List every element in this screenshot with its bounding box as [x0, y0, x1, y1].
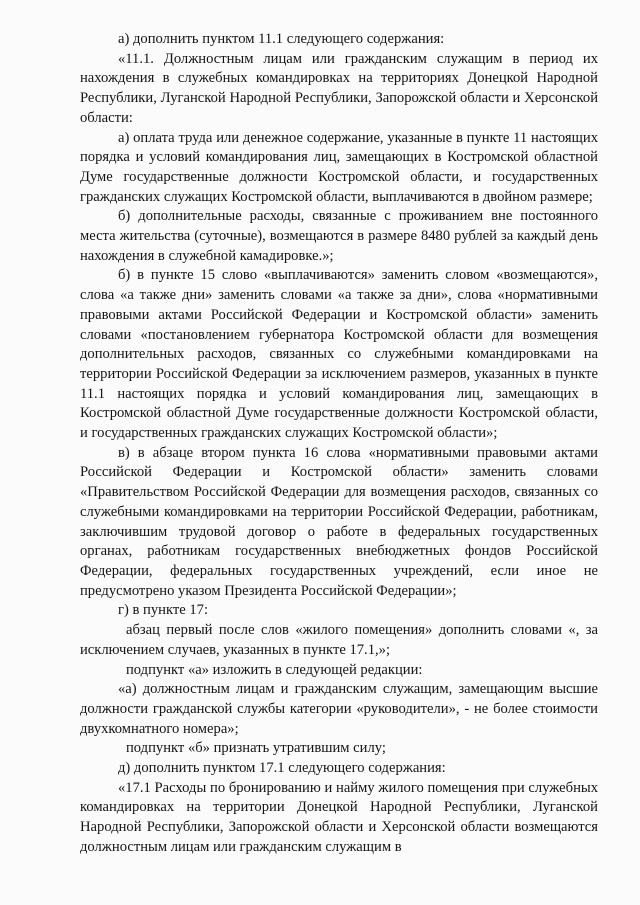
paragraph-item-a: а) дополнить пунктом 11.1 следующего содержания: — [118, 31, 445, 47]
paragraph-17-1: «17.1 Расходы по бронированию и найму жилого помещения при служебных командировках на территории Донецкой Народной Республики, Луганской Народной Республики, Запорожской области и Херсонской области возмещаются должностным лицам или гражданским служащим в — [80, 779, 598, 855]
paragraph-11-1: «11.1. Должностным лицам или гражданским служащим в период их нахождения в служебных командировках на территориях Донецкой Народной Республики, Луганской Народной Республики, Запорожской области и Херсонской области: — [80, 50, 598, 126]
paragraph-item-g: г) в пункте 17: — [118, 602, 208, 619]
paragraph-podpunkt-a: подпункт «а» изложить в следующей редакции: — [126, 661, 423, 678]
paragraph-item-v: в) в абзаце втором пункта 16 слова «нормативными правовыми актами Российской Федерации и Костромской области» заменить словами «Правительством Российской Федерации для возмещения расходов, связанных со служебными командировками на территории Российской Федерации, работникам, заключившим трудовой договор о работе в федеральных государственных органах, работникам государственных внебюджетных фондов Российской Федерации, федеральных государственных учреждений, если иное не предусмотрено указом Президента Российской Федерации»; — [80, 444, 598, 599]
paragraph-abzac-first: абзац первый после слов «жилого помещения» дополнить словами «, за исключением случаев, указанных в пункте 17.1,»; — [80, 622, 598, 658]
document-body — [80, 30, 598, 858]
paragraph-sub-b: б) дополнительные расходы, связанные с проживанием вне постоянного места жительства (суточные), возмещаются в размере 8480 рублей за каждый день нахождения в служебной камадировке.»; — [80, 208, 598, 264]
paragraph-item-d: д) дополнить пунктом 17.1 следующего содержания: — [118, 760, 446, 777]
paragraph-podpunkt-a-text: «а) должностным лицам и гражданским служащим, замещающим высшие должности гражданской службы категории «руководители», - не более стоимости двухкомнатного номера»; — [80, 681, 598, 737]
paragraph-sub-a: а) оплата труда или денежное содержание, указанные в пункте 11 настоящих порядка и условий командирования лиц, замещающих в Костромской областной Думе государственные должности Костромской области, и государственных гражданских служащих Костромской области, выплачиваются в двойном размере; — [80, 129, 598, 205]
paragraph-podpunkt-b: подпункт «б» признать утратившим силу; — [126, 740, 386, 757]
paragraph-item-b: б) в пункте 15 слово «выплачиваются» заменить словом «возмещаются», слова «а также дни» заменить словами «а также за дни», слова «нормативными правовыми актами Российской Федерации и Костромской области» заменить словами «постановлением губернатора Костромской области для возмещения дополнительных расходов, связанных со служебными командировками на территории Российской Федерации за исключением размеров, указанных в пункте 11.1 настоящих порядка и условий командирования лиц, замещающих в Костромской областной Думе государственные должности Костромской области, и государственных гражданских служащих Костромской области»; — [80, 267, 598, 442]
